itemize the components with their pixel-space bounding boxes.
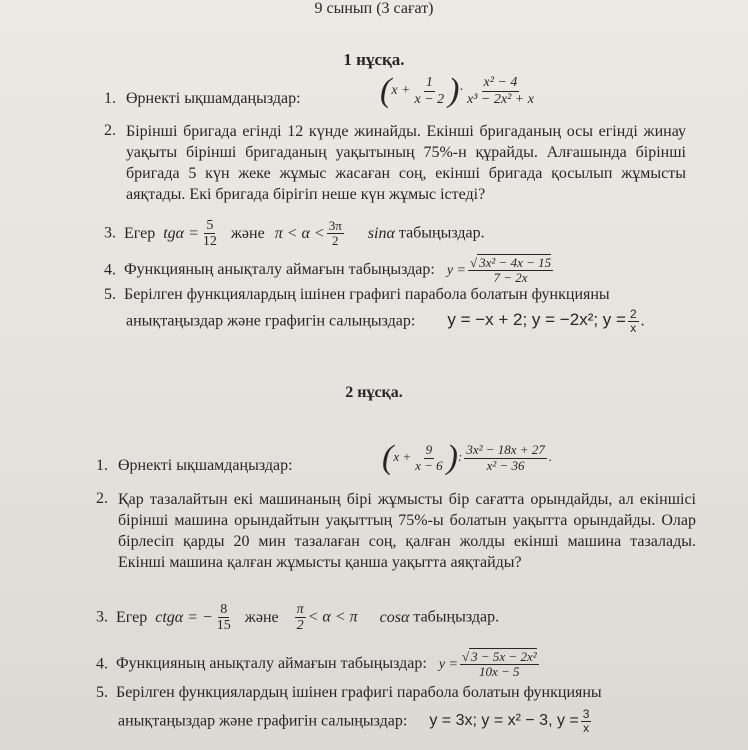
v1-task-1-text: Өрнекті ықшамдаңыздар: <box>126 90 301 107</box>
v2-task-2-number: 2. <box>96 490 108 507</box>
v1-task-1-number: 1. <box>104 90 116 107</box>
v2-task-4-line: 4. Функцияның анықталу аймағын табыңыздар: y = $\frac{\text{√ 3 − 5x − 2x²}}{10x - 5}$ <box>96 649 537 680</box>
variant-2-title: 2 нұсқа. <box>345 384 403 401</box>
v1-task-1-expression: (x + $\frac{1}{x - 2}$ )· $\frac{\text{x² − 4}}{\text{x³ − 2x² + x}}$ <box>380 72 534 109</box>
v2-task-1-expression: (x + $\frac{9}{x - 6}$ ): $\frac{\text{3x² − 18x + 27}}{\text{x² − 36}}$ . <box>382 439 553 476</box>
v2-task-1-number: 1. <box>96 457 108 474</box>
variant-1-title: 1 нұсқа. <box>343 50 405 69</box>
v2-task-3-line: 3. Егер ctgα = − $\frac{8}{15}$ және $\frac{\pi}{2}$ < α < π cosα табыңыздар. <box>96 602 500 634</box>
v1-task-2-number: 2. <box>104 122 116 139</box>
v1-task-4-line: 4. Функцияның анықталу аймағын табыңыздар: y = $\frac{\text{√ 3x² − 4x − 15}}{7 - 2x}$ <box>104 255 552 286</box>
v1-task-2-text: Бірінші бригада егінді 12 күнде жинайды. Екінші бригаданың осы егінді жинау уақыты бірінші бригаданың уақытының 75%-н құрайды. Алғашында бірінші бригада 5 күн жеке жұмыс жасаған соң, екінші бригада қосылып жұмысты аяқтады. Екі бригада бірігіп неше күн жұмыс істеді? <box>126 123 686 203</box>
v2-task-5-line-2: анықтаңыздар және графигін салыңыздар: y = 3x; y = x² − 3, y = $\frac{3}{x}$ <box>118 707 590 736</box>
v1-task-5-line-2: анықтаңыздар және графигін салыңыздар: y = −x + 2; y = −2x²; y = $\frac{2}{x}$ . <box>126 307 645 336</box>
v1-task-3-line: 3. Егер tgα = $\frac{5}{12}$ және π < α < $\frac{3\pi}{2}$ sinα табыңыздар. <box>104 218 485 250</box>
page-header: 9 сынып (3 сағат) <box>314 0 434 17</box>
v2-task-1-text: Өрнекті ықшамдаңыздар: <box>118 457 293 474</box>
v2-task-5-line-1: 5. Берілген функциялардың ішінен графигі парабола болатын функцияны <box>96 684 602 701</box>
v2-task-2-text: Қар тазалайтын екі машинаның бірі жұмысты бір сағатта орындайды, ал екіншісі бірінші машина орындайтын уақыттың 75%-ы болатын уақытта орындайды. Олар бірлесіп қарды 20 мин тазалаған соң, қалған жолды екінші машина тазалады. Екінші машина қалған жұмысты қанша уақытта аяқтайды? <box>118 491 696 571</box>
v1-task-5-line-1: 5. Берілген функциялардың ішінен графигі парабола болатын функцияны <box>104 286 610 303</box>
